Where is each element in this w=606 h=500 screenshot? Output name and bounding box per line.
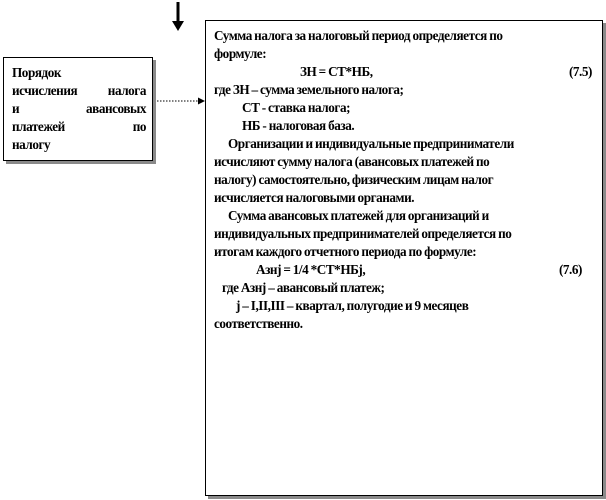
para3-line-3: итогам каждого отчетного периода по формуле: xyxy=(214,244,477,259)
dotted-connector-arrow xyxy=(153,96,207,106)
formula-7-5 xyxy=(214,63,594,81)
definition-j: j – I,II,III – квартал, полугодие и 9 месяцев xyxy=(236,298,469,313)
tax-calculation-procedure-box xyxy=(3,57,153,161)
definition-nb: НБ - налоговая база. xyxy=(242,118,355,133)
formula-7-6-number: (7.6) xyxy=(558,262,582,277)
where-zn-line: где ЗН – сумма земельного налога; xyxy=(214,82,404,97)
definition-j-continued: соответственно. xyxy=(214,316,303,331)
formula-7-6 xyxy=(214,261,594,279)
intro-line-2: формуле: xyxy=(214,46,267,61)
formula-7-6-expression: Азнj = 1/4 *СТ*НБj, xyxy=(256,262,366,277)
left-box-line-4: платежей по xyxy=(12,119,146,134)
para2-line-3: налогу) самостоятельно, физическим лицам налог xyxy=(214,172,494,187)
down-arrow-icon xyxy=(170,2,186,32)
para2-line-2: исчисляют сумму налога (авансовых платежей по xyxy=(214,154,490,169)
para3-line-2: индивидуальных предпринимателей определяется по xyxy=(214,226,512,241)
para2-line-1: Организации и индивидуальные предприниматели xyxy=(228,136,514,151)
intro-line-1: Сумма налога за налоговый период определяется по xyxy=(214,28,503,43)
left-box-line-1: Порядок xyxy=(12,65,62,80)
para3-line-1: Сумма авансовых платежей для организаций и xyxy=(228,208,489,223)
left-box-line-3: и авансовых xyxy=(12,101,146,116)
formula-7-5-expression: ЗН = СТ*НБ, xyxy=(300,64,373,79)
left-box-line-5: налогу xyxy=(12,137,51,152)
tax-formula-description-box xyxy=(205,20,603,496)
definition-st: СТ - ставка налога; xyxy=(242,100,351,115)
left-box-line-2: исчисления налога xyxy=(12,83,146,98)
where-azn-line: где Азнj – авансовый платеж; xyxy=(222,280,385,295)
formula-7-5-number: (7.5) xyxy=(568,64,592,79)
para2-line-4: исчисляется налоговыми органами. xyxy=(214,190,415,205)
